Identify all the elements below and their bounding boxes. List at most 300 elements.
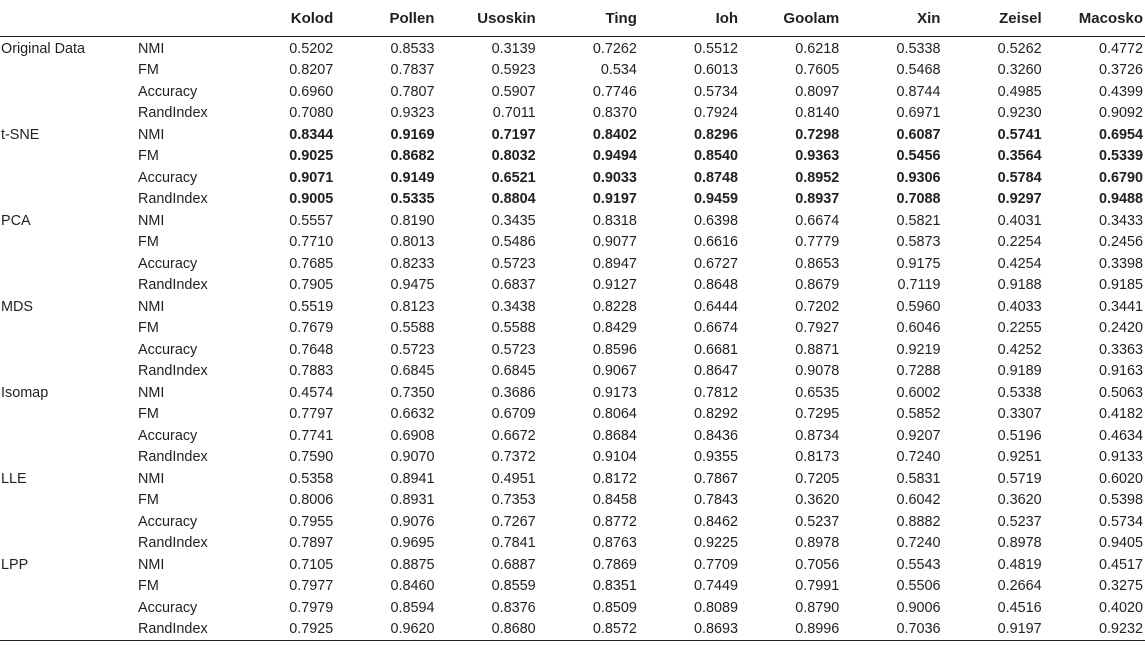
metric-cell: NMI [138,212,165,229]
value-cell: 0.7897 [289,535,334,552]
value-cell: 0.8744 [896,83,941,100]
value-cell: 0.7925 [234,619,335,641]
value-cell: 0.8559 [491,578,536,595]
value-cell: 0.9405 [1098,535,1143,552]
value-cell: 0.7353 [491,492,536,509]
value-cell: 0.6845 [390,363,435,380]
value-cell: 0.6218 [795,40,840,57]
value-cell: 0.9459 [694,191,739,208]
value-cell: 0.6046 [896,320,941,337]
method-cell [0,81,136,103]
table-row [0,103,1145,125]
value-cell: 0.3433 [1098,212,1143,229]
value-cell: 0.4182 [1098,406,1143,423]
metric-cell: FM [138,234,159,251]
value-cell: 0.3620 [795,492,840,509]
value-cell: 0.5852 [896,406,941,423]
value-cell: 0.8931 [390,492,435,509]
value-cell: 0.6013 [694,62,739,79]
table-row [0,189,1145,211]
method-cell [0,425,136,447]
value-cell: 0.8064 [592,406,637,423]
value-cell: 0.7797 [289,406,334,423]
value-cell: 0.7298 [795,126,840,143]
table-row [0,554,1145,576]
method-cell [0,167,136,189]
value-cell: 0.2254 [997,234,1042,251]
value-cell: 0.8013 [390,234,435,251]
value-cell: 0.8089 [694,599,739,616]
value-cell: 0.7240 [896,535,941,552]
metric-cell: RandIndex [138,363,208,380]
value-cell: 0.6727 [694,255,739,272]
value-cell: 0.7924 [694,105,739,122]
header-metric [136,0,234,37]
value-cell: 0.4033 [997,298,1042,315]
value-cell: 0.7056 [795,556,840,573]
value-cell: 0.7590 [289,449,334,466]
value-cell: 0.7807 [390,83,435,100]
value-cell: 0.5543 [896,556,941,573]
value-cell: 0.8941 [390,470,435,487]
table-row [0,404,1145,426]
value-cell: 0.8429 [592,320,637,337]
value-cell: 0.5723 [491,341,536,358]
metric-cell: FM [138,62,159,79]
value-cell: 0.9005 [289,191,334,208]
metric-cell: FM [138,492,159,509]
method-cell [0,404,136,426]
value-cell: 0.5398 [1098,492,1143,509]
value-cell: 0.7841 [491,535,536,552]
value-cell: 0.9355 [694,449,739,466]
value-cell: 0.9025 [289,148,334,165]
value-cell: 0.7779 [795,234,840,251]
value-cell: 0.7240 [896,449,941,466]
value-cell: 0.9006 [896,599,941,616]
value-cell: 0.5338 [997,384,1042,401]
metric-cell: FM [138,148,159,165]
table-row [0,146,1145,168]
metric-cell: RandIndex [138,535,208,552]
value-cell: 0.8978 [997,535,1042,552]
value-cell: 0.9077 [592,234,637,251]
value-cell: 0.3441 [1098,298,1143,315]
value-cell: 0.3398 [1098,255,1143,272]
value-cell: 0.7119 [897,277,941,294]
table-row [0,468,1145,490]
value-cell: 0.6002 [896,384,941,401]
value-cell: 0.5907 [491,83,536,100]
value-cell: 0.5519 [289,298,334,315]
header-dataset: Ting [538,0,639,37]
value-cell: 0.8228 [592,298,637,315]
value-cell: 0.6837 [491,277,536,294]
value-cell: 0.5741 [997,126,1042,143]
table-row [0,124,1145,146]
value-cell: 0.5734 [694,83,739,100]
value-cell: 0.5237 [997,513,1042,530]
table-row [0,533,1145,555]
value-cell: 0.4252 [997,341,1042,358]
value-cell: 0.2664 [997,578,1042,595]
table-row [0,361,1145,383]
method-cell: LLE [1,470,27,487]
table-row [0,425,1145,447]
value-cell: 0.9149 [390,169,435,186]
value-cell: 0.5723 [390,341,435,358]
value-cell: 0.8748 [694,169,739,186]
value-cell: 0.8032 [491,148,536,165]
header-dataset: Pollen [335,0,436,37]
table-row [0,490,1145,512]
value-cell: 0.6632 [390,406,435,423]
table-row [0,576,1145,598]
value-cell: 0.6790 [1098,169,1143,186]
value-cell: 0.5486 [491,234,536,251]
value-cell: 0.9188 [997,277,1042,294]
value-cell: 0.2420 [1098,320,1143,337]
method-cell [0,60,136,82]
method-cell [0,146,136,168]
value-cell: 0.9185 [1098,277,1143,294]
value-cell: 0.9071 [289,169,334,186]
metric-cell: FM [138,320,159,337]
value-cell: 0.5335 [390,191,435,208]
method-cell [0,318,136,340]
table-row [0,81,1145,103]
value-cell: 0.7685 [289,255,334,272]
value-cell: 0.8540 [694,148,739,165]
value-cell: 0.8734 [795,427,840,444]
value-cell: 0.5202 [289,40,334,57]
value-cell: 0.5262 [997,40,1042,57]
value-cell: 0.6398 [694,212,739,229]
metric-cell: RandIndex [138,449,208,466]
value-cell: 0.8376 [491,599,536,616]
value-cell: 0.3620 [997,492,1042,509]
value-cell: 0.8458 [592,492,637,509]
value-cell: 0.9033 [592,169,637,186]
value-cell: 0.8097 [795,83,840,100]
value-cell: 0.8173 [795,449,840,466]
value-cell: 0.8460 [390,578,435,595]
value-cell: 0.5358 [289,470,334,487]
value-cell: 0.8947 [592,255,637,272]
value-cell: 0.5821 [896,212,941,229]
value-cell: 0.5512 [694,40,739,57]
table-row [0,253,1145,275]
value-cell: 0.5506 [896,578,941,595]
value-cell: 0.9092 [1098,105,1143,122]
value-cell: 0.6616 [694,234,739,251]
metric-cell: Accuracy [138,255,198,272]
value-cell: 0.8648 [694,277,739,294]
value-cell: 0.3260 [997,62,1042,79]
value-cell: 0.3438 [491,298,536,315]
value-cell: 0.8763 [592,535,637,552]
value-cell: 0.3435 [491,212,536,229]
value-cell: 0.7709 [694,556,739,573]
value-cell: 0.5923 [491,62,536,79]
value-cell: 0.3275 [1098,578,1143,595]
value-cell: 0.8533 [390,40,435,57]
method-cell: t-SNE [1,126,40,143]
metric-cell: FM [138,406,159,423]
header-dataset: Zeisel [942,0,1043,37]
value-cell: 0.8882 [896,513,941,530]
value-cell: 0.7648 [289,341,334,358]
method-cell [0,253,136,275]
table-row [0,275,1145,297]
value-cell: 0.7869 [592,556,637,573]
value-cell: 0.7812 [694,384,739,401]
value-cell: 0.6954 [1098,126,1143,143]
value-cell: 0.5468 [896,62,941,79]
value-cell: 0.8351 [592,578,637,595]
value-cell: 0.6908 [390,427,435,444]
value-cell: 0.6845 [491,363,536,380]
value-cell: 0.7843 [694,492,739,509]
table-header [0,0,1145,37]
value-cell: 0.5784 [997,169,1042,186]
table-row [0,339,1145,361]
value-cell: 0.9133 [1098,449,1143,466]
metric-cell: Accuracy [138,599,198,616]
table-row [0,37,1145,60]
value-cell: 0.9695 [390,535,435,552]
value-cell: 0.6674 [694,320,739,337]
value-cell: 0.9488 [1098,191,1143,208]
value-cell: 0.8344 [289,126,334,143]
table-row [0,167,1145,189]
table-row [0,382,1145,404]
metric-cell: Accuracy [138,83,198,100]
method-cell [0,339,136,361]
value-cell: 0.8871 [795,341,840,358]
value-cell: 0.3307 [997,406,1042,423]
metric-cell: RandIndex [136,619,234,641]
method-cell [0,490,136,512]
value-cell: 0.8937 [795,191,840,208]
value-cell: 0.8509 [592,599,637,616]
value-cell: 0.7262 [592,40,637,57]
value-cell: 0.9173 [592,384,637,401]
value-cell: 0.8292 [694,406,739,423]
value-cell: 0.4819 [997,556,1042,573]
value-cell: 0.4574 [289,384,334,401]
value-cell: 0.8402 [592,126,637,143]
table-row [0,619,1145,641]
table-body [0,37,1145,641]
value-cell: 0.5831 [896,470,941,487]
value-cell: 0.6535 [795,384,840,401]
value-cell: 0.9306 [896,169,941,186]
value-cell: 0.3726 [1098,62,1143,79]
value-cell: 0.7837 [390,62,435,79]
method-cell [0,232,136,254]
value-cell: 0.6887 [491,556,536,573]
value-cell: 0.7746 [592,83,637,100]
metric-cell: Accuracy [138,169,198,186]
value-cell: 0.7955 [289,513,334,530]
value-cell: 0.4985 [997,83,1042,100]
value-cell: 0.4020 [1098,599,1143,616]
value-cell: 0.8790 [795,599,840,616]
header-row [0,0,1145,37]
value-cell: 0.8318 [592,212,637,229]
value-cell: 0.7088 [896,191,941,208]
value-cell: 0.9197 [942,619,1043,641]
value-cell: 0.7977 [289,578,334,595]
value-cell: 0.9475 [390,277,435,294]
value-cell: 0.9169 [390,126,435,143]
value-cell: 0.8772 [592,513,637,530]
table-row [0,296,1145,318]
method-cell: Isomap [1,384,49,401]
value-cell: 0.6521 [491,169,536,186]
value-cell: 0.8693 [639,619,740,641]
value-cell: 0.3363 [1098,341,1143,358]
metric-cell: NMI [138,556,165,573]
value-cell: 0.7991 [795,578,840,595]
value-cell: 0.7605 [795,62,840,79]
value-cell: 0.9197 [592,191,637,208]
value-cell: 0.3139 [491,40,536,57]
value-cell: 0.9078 [795,363,840,380]
metric-cell: Accuracy [138,341,198,358]
value-cell: 0.8296 [694,126,739,143]
value-cell: 0.7202 [795,298,840,315]
value-cell: 0.8996 [740,619,841,641]
header-dataset: Macosko [1044,0,1145,37]
value-cell: 0.8875 [390,556,435,573]
value-cell: 0.8653 [795,255,840,272]
value-cell: 0.7979 [289,599,334,616]
value-cell: 0.8680 [436,619,537,641]
value-cell: 0.8006 [289,492,334,509]
value-cell: 0.4634 [1098,427,1143,444]
value-cell: 0.6709 [491,406,536,423]
value-cell: 0.9620 [335,619,436,641]
value-cell: 0.6672 [491,427,536,444]
method-cell [0,189,136,211]
value-cell: 0.8594 [390,599,435,616]
table-row [0,597,1145,619]
table-row [0,447,1145,469]
method-cell [0,533,136,555]
value-cell: 0.5456 [896,148,941,165]
value-cell: 0.9494 [592,148,637,165]
table-row [0,60,1145,82]
value-cell: 0.8172 [592,470,637,487]
value-cell: 0.9189 [997,363,1042,380]
value-cell: 0.8804 [491,191,536,208]
value-cell: 0.4399 [1098,83,1143,100]
value-cell: 0.4772 [1098,40,1143,57]
value-cell: 0.6674 [795,212,840,229]
value-cell: 0.8647 [694,363,739,380]
value-cell: 0.7011 [492,105,536,122]
table-row [0,210,1145,232]
metric-cell: RandIndex [138,191,208,208]
method-cell: LPP [1,556,29,573]
value-cell: 0.8462 [694,513,739,530]
value-cell: 0.4517 [1098,556,1143,573]
value-cell: 0.9175 [896,255,941,272]
value-cell: 0.6042 [896,492,941,509]
method-cell: Original Data [1,40,85,57]
value-cell: 0.5063 [1098,384,1143,401]
value-cell: 0.9219 [896,341,941,358]
metric-cell: NMI [138,298,165,315]
table-row [0,511,1145,533]
value-cell: 0.5338 [896,40,941,57]
value-cell: 0.4031 [997,212,1042,229]
value-cell: 0.534 [600,62,637,79]
method-cell [0,275,136,297]
value-cell: 0.5723 [491,255,536,272]
header-dataset: Xin [841,0,942,37]
value-cell: 0.7710 [289,234,334,251]
header-method [0,0,136,37]
value-cell: 0.7883 [289,363,334,380]
value-cell: 0.5237 [795,513,840,530]
value-cell: 0.7036 [841,619,942,641]
metric-cell: NMI [138,40,165,57]
value-cell: 0.8207 [289,62,334,79]
value-cell: 0.9363 [795,148,840,165]
method-cell [0,103,136,125]
method-cell [0,361,136,383]
metric-cell: FM [138,578,159,595]
method-cell: MDS [1,298,33,315]
value-cell: 0.7372 [491,449,536,466]
value-cell: 0.8436 [694,427,739,444]
value-cell: 0.6681 [694,341,739,358]
value-cell: 0.6960 [289,83,334,100]
metric-cell: RandIndex [138,277,208,294]
value-cell: 0.4951 [491,470,536,487]
metric-cell: RandIndex [138,105,208,122]
value-cell: 0.8978 [795,535,840,552]
value-cell: 0.7867 [694,470,739,487]
value-cell: 0.9297 [997,191,1042,208]
value-cell: 0.9076 [390,513,435,530]
value-cell: 0.9163 [1098,363,1143,380]
value-cell: 0.8233 [390,255,435,272]
value-cell: 0.9104 [592,449,637,466]
value-cell: 0.5339 [1098,148,1143,165]
value-cell: 0.9230 [997,105,1042,122]
metric-cell: NMI [138,470,165,487]
value-cell: 0.7679 [289,320,334,337]
value-cell: 0.6020 [1098,470,1143,487]
metric-cell: NMI [138,126,165,143]
value-cell: 0.7905 [289,277,334,294]
value-cell: 0.7350 [390,384,435,401]
value-cell: 0.7449 [694,578,739,595]
metric-cell: Accuracy [138,427,198,444]
value-cell: 0.4254 [997,255,1042,272]
value-cell: 0.8123 [390,298,435,315]
value-cell: 0.3686 [491,384,536,401]
table-row [0,232,1145,254]
value-cell: 0.8140 [795,105,840,122]
method-cell: PCA [1,212,31,229]
value-cell: 0.6444 [694,298,739,315]
value-cell: 0.9232 [1044,619,1145,641]
